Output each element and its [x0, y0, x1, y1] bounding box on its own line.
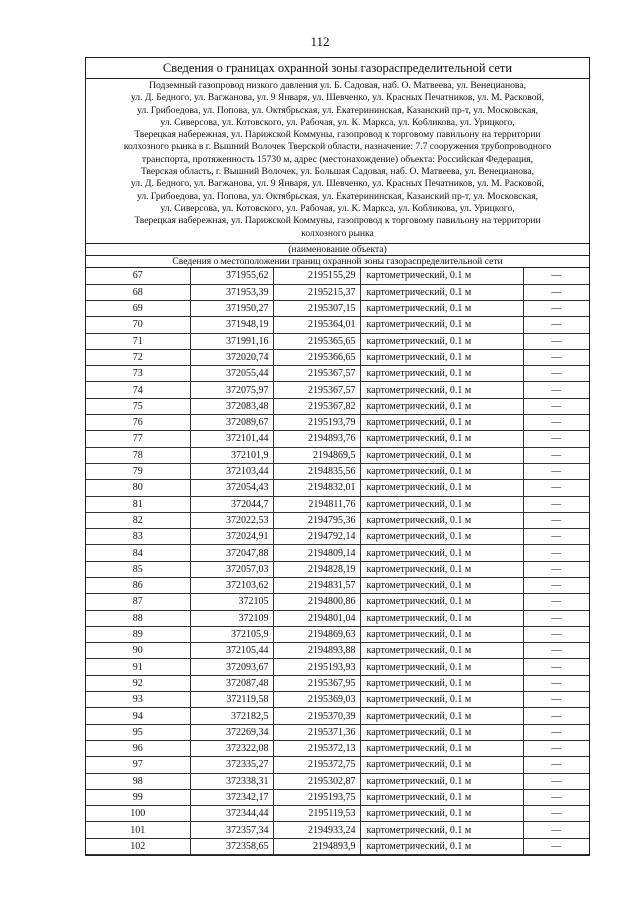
note-cell	[523, 659, 589, 675]
point-number-cell: 81	[86, 496, 190, 512]
note-cell	[523, 349, 589, 365]
table-row	[86, 659, 589, 675]
x-coordinate-cell: 372269,34	[190, 724, 273, 740]
y-coordinate-cell: 2195193,79	[273, 415, 360, 431]
note-dash: —	[551, 482, 562, 494]
table-row	[86, 724, 589, 740]
table-row	[86, 333, 589, 349]
x-coordinate-cell: 372093,67	[190, 659, 273, 675]
y-coordinate-cell: 2194893,88	[273, 643, 360, 659]
point-number-cell: 71	[86, 333, 190, 349]
note-dash: —	[551, 710, 562, 722]
y-coordinate-cell: 2195367,57	[273, 382, 360, 398]
note-dash: —	[551, 580, 562, 592]
point-number-cell: 100	[86, 806, 190, 822]
note-cell	[523, 431, 589, 447]
description-line: колхозного рынка в г. Вышний Волочек Тверской области, назначение: 7.7 сооружения трубопроводного	[123, 141, 552, 153]
y-coordinate-cell: 2195215,37	[273, 284, 360, 300]
note-dash: —	[551, 824, 562, 836]
note-cell	[523, 317, 589, 333]
accuracy-method-cell: картометрический, 0.1 м	[360, 757, 523, 773]
point-number-cell: 76	[86, 415, 190, 431]
note-dash: —	[551, 498, 562, 510]
note-cell	[523, 594, 589, 610]
accuracy-method-cell: картометрический, 0.1 м	[360, 773, 523, 789]
document-frame	[85, 57, 590, 856]
table-row	[86, 447, 589, 463]
note-dash: —	[551, 384, 562, 396]
accuracy-method-cell: картометрический, 0.1 м	[360, 512, 523, 528]
point-number-cell: 74	[86, 382, 190, 398]
note-dash: —	[551, 645, 562, 657]
description-line: ул. Д. Бедного, ул. Вагжанова, ул. 9 Января, ул. Шевченко, ул. Красных Печатников, ул. М. Расковой,	[130, 92, 545, 104]
note-cell	[523, 366, 589, 382]
description-line: Тверецкая набережная, ул. Парижской Коммуны, газопровод к торговому павильону на территории	[134, 129, 541, 141]
table-row	[86, 692, 589, 708]
table-row	[86, 773, 589, 789]
y-coordinate-cell: 2194832,01	[273, 480, 360, 496]
note-dash: —	[551, 433, 562, 445]
x-coordinate-cell: 372105	[190, 594, 273, 610]
table-row	[86, 496, 589, 512]
note-cell	[523, 724, 589, 740]
table-row	[86, 382, 589, 398]
object-description	[86, 79, 589, 240]
table-row	[86, 594, 589, 610]
note-cell	[523, 838, 589, 854]
note-cell	[523, 463, 589, 479]
point-number-cell: 68	[86, 284, 190, 300]
y-coordinate-cell: 2195364,01	[273, 317, 360, 333]
x-coordinate-cell: 372105,9	[190, 626, 273, 642]
x-coordinate-cell: 372342,17	[190, 789, 273, 805]
description-line: Тверецкая набережная, ул. Парижской Коммуны, газопровод к торговому павильону на территории	[134, 215, 541, 227]
accuracy-method-cell: картометрический, 0.1 м	[360, 594, 523, 610]
y-coordinate-cell: 2194792,14	[273, 529, 360, 545]
x-coordinate-cell: 372024,91	[190, 529, 273, 545]
point-number-cell: 70	[86, 317, 190, 333]
note-dash: —	[551, 270, 562, 282]
x-coordinate-cell: 371955,62	[190, 268, 273, 284]
page-number: 112	[310, 34, 330, 49]
note-dash: —	[551, 368, 562, 380]
description-line: ул. Сиверсова, ул. Котовского, ул. Рабочая, ул. К. Маркса, ул. Кобликова, ул. Урицкого,	[160, 202, 515, 214]
description-line: колхозного рынка	[301, 227, 374, 239]
y-coordinate-cell: 2195193,93	[273, 659, 360, 675]
x-coordinate-cell: 372335,27	[190, 757, 273, 773]
document-title: Сведения о границах охранной зоны газораспределительной сети	[86, 58, 589, 79]
accuracy-method-cell: картометрический, 0.1 м	[360, 447, 523, 463]
x-coordinate-cell: 372344,44	[190, 806, 273, 822]
x-coordinate-cell: 372109	[190, 610, 273, 626]
note-dash: —	[551, 775, 562, 787]
y-coordinate-cell: 2195365,65	[273, 333, 360, 349]
table-row	[86, 822, 589, 838]
accuracy-method-cell: картометрический, 0.1 м	[360, 496, 523, 512]
accuracy-method-cell: картометрический, 0.1 м	[360, 724, 523, 740]
note-cell	[523, 333, 589, 349]
y-coordinate-cell: 2194831,57	[273, 578, 360, 594]
point-number-cell: 85	[86, 561, 190, 577]
note-cell	[523, 447, 589, 463]
x-coordinate-cell: 371953,39	[190, 284, 273, 300]
y-coordinate-cell: 2194800,86	[273, 594, 360, 610]
note-cell	[523, 415, 589, 431]
point-number-cell: 87	[86, 594, 190, 610]
accuracy-method-cell: картометрический, 0.1 м	[360, 366, 523, 382]
note-cell	[523, 708, 589, 724]
x-coordinate-cell: 371948,19	[190, 317, 273, 333]
x-coordinate-cell: 372075,97	[190, 382, 273, 398]
x-coordinate-cell: 372055,44	[190, 366, 273, 382]
point-number-cell: 88	[86, 610, 190, 626]
note-cell	[523, 757, 589, 773]
note-dash: —	[551, 531, 562, 543]
accuracy-method-cell: картометрический, 0.1 м	[360, 740, 523, 756]
point-number-cell: 97	[86, 757, 190, 773]
y-coordinate-cell: 2195369,03	[273, 692, 360, 708]
accuracy-method-cell: картометрический, 0.1 м	[360, 268, 523, 284]
note-dash: —	[551, 629, 562, 641]
x-coordinate-cell: 372022,53	[190, 512, 273, 528]
x-coordinate-cell: 372105,44	[190, 643, 273, 659]
accuracy-method-cell: картометрический, 0.1 м	[360, 561, 523, 577]
accuracy-method-cell: картометрический, 0.1 м	[360, 398, 523, 414]
table-row	[86, 349, 589, 365]
note-dash: —	[551, 449, 562, 461]
table-row	[86, 626, 589, 642]
point-number-cell: 94	[86, 708, 190, 724]
accuracy-method-cell: картометрический, 0.1 м	[360, 284, 523, 300]
note-cell	[523, 789, 589, 805]
x-coordinate-cell: 372182,5	[190, 708, 273, 724]
point-number-cell: 96	[86, 740, 190, 756]
y-coordinate-cell: 2195367,82	[273, 398, 360, 414]
accuracy-method-cell: картометрический, 0.1 м	[360, 317, 523, 333]
y-coordinate-cell: 2195372,13	[273, 740, 360, 756]
x-coordinate-cell: 372054,43	[190, 480, 273, 496]
table-row	[86, 740, 589, 756]
point-number-cell: 77	[86, 431, 190, 447]
table-row	[86, 463, 589, 479]
note-dash: —	[551, 514, 562, 526]
note-dash: —	[551, 303, 562, 315]
accuracy-method-cell: картометрический, 0.1 м	[360, 692, 523, 708]
note-cell	[523, 773, 589, 789]
y-coordinate-cell: 2195367,95	[273, 675, 360, 691]
point-number-cell: 95	[86, 724, 190, 740]
note-dash: —	[551, 612, 562, 624]
point-number-cell: 80	[86, 480, 190, 496]
table-row	[86, 284, 589, 300]
point-number-cell: 98	[86, 773, 190, 789]
point-number-cell: 99	[86, 789, 190, 805]
description-line: ул. Грибоедова, ул. Попова, ул. Октябрьская, ул. Екатерининская, Казанский пр-т, ул. Московская,	[136, 190, 539, 202]
accuracy-method-cell: картометрический, 0.1 м	[360, 675, 523, 691]
point-number-cell: 86	[86, 578, 190, 594]
note-cell	[523, 561, 589, 577]
description-line: Тверская область, г. Вышний Волочек, ул. Большая Садовая, наб. О. Матвеева, ул. Венецианова,	[141, 166, 534, 178]
note-cell	[523, 806, 589, 822]
y-coordinate-cell: 2194811,76	[273, 496, 360, 512]
table-row	[86, 268, 589, 284]
table-row	[86, 789, 589, 805]
y-coordinate-cell: 2195366,65	[273, 349, 360, 365]
point-number-cell: 93	[86, 692, 190, 708]
y-coordinate-cell: 2194801,04	[273, 610, 360, 626]
point-number-cell: 101	[86, 822, 190, 838]
note-cell	[523, 480, 589, 496]
note-cell	[523, 626, 589, 642]
table-row	[86, 610, 589, 626]
x-coordinate-cell: 372057,03	[190, 561, 273, 577]
y-coordinate-cell: 2195370,39	[273, 708, 360, 724]
note-dash: —	[551, 759, 562, 771]
accuracy-method-cell: картометрический, 0.1 м	[360, 431, 523, 447]
description-line: ул. Д. Бедного, ул. Вагжанова, ул. 9 Января, ул. Шевченко, ул. Красных Печатников, ул. М. Расковой,	[130, 178, 545, 190]
table-row	[86, 415, 589, 431]
table-row	[86, 480, 589, 496]
accuracy-method-cell: картометрический, 0.1 м	[360, 300, 523, 316]
note-dash: —	[551, 840, 562, 852]
table-row	[86, 366, 589, 382]
accuracy-method-cell: картометрический, 0.1 м	[360, 415, 523, 431]
y-coordinate-cell: 2194869,5	[273, 447, 360, 463]
note-dash: —	[551, 319, 562, 331]
x-coordinate-cell: 372083,48	[190, 398, 273, 414]
y-coordinate-cell: 2195119,53	[273, 806, 360, 822]
note-dash: —	[551, 726, 562, 738]
y-coordinate-cell: 2194809,14	[273, 545, 360, 561]
accuracy-method-cell: картометрический, 0.1 м	[360, 382, 523, 398]
note-cell	[523, 398, 589, 414]
note-dash: —	[551, 547, 562, 559]
x-coordinate-cell: 372101,9	[190, 447, 273, 463]
note-cell	[523, 382, 589, 398]
point-number-cell: 89	[86, 626, 190, 642]
note-cell	[523, 740, 589, 756]
point-number-cell: 102	[86, 838, 190, 854]
note-dash: —	[551, 400, 562, 412]
x-coordinate-cell: 372119,58	[190, 692, 273, 708]
point-number-cell: 79	[86, 463, 190, 479]
accuracy-method-cell: картометрический, 0.1 м	[360, 626, 523, 642]
table-row	[86, 398, 589, 414]
table-row	[86, 545, 589, 561]
note-cell	[523, 300, 589, 316]
note-cell	[523, 578, 589, 594]
note-cell	[523, 529, 589, 545]
y-coordinate-cell: 2194795,36	[273, 512, 360, 528]
y-coordinate-cell: 2195371,36	[273, 724, 360, 740]
point-number-cell: 78	[86, 447, 190, 463]
accuracy-method-cell: картометрический, 0.1 м	[360, 708, 523, 724]
y-coordinate-cell: 2195155,29	[273, 268, 360, 284]
x-coordinate-cell: 372020,74	[190, 349, 273, 365]
x-coordinate-cell: 372087,48	[190, 675, 273, 691]
point-number-cell: 69	[86, 300, 190, 316]
accuracy-method-cell: картометрический, 0.1 м	[360, 463, 523, 479]
point-number-cell: 73	[86, 366, 190, 382]
note-dash: —	[551, 286, 562, 298]
accuracy-method-cell: картометрический, 0.1 м	[360, 610, 523, 626]
note-dash: —	[551, 661, 562, 673]
y-coordinate-cell: 2195307,15	[273, 300, 360, 316]
accuracy-method-cell: картометрический, 0.1 м	[360, 529, 523, 545]
table-row	[86, 512, 589, 528]
table-row	[86, 643, 589, 659]
note-cell	[523, 675, 589, 691]
note-dash: —	[551, 335, 562, 347]
accuracy-method-cell: картометрический, 0.1 м	[360, 806, 523, 822]
table-row	[86, 708, 589, 724]
note-cell	[523, 692, 589, 708]
note-dash: —	[551, 563, 562, 575]
note-dash: —	[551, 596, 562, 608]
note-dash: —	[551, 792, 562, 803]
note-cell	[523, 610, 589, 626]
y-coordinate-cell: 2194835,56	[273, 463, 360, 479]
x-coordinate-cell: 372044,7	[190, 496, 273, 512]
point-number-cell: 75	[86, 398, 190, 414]
point-number-cell: 84	[86, 545, 190, 561]
note-dash: —	[551, 417, 562, 429]
accuracy-method-cell: картометрический, 0.1 м	[360, 838, 523, 854]
note-dash: —	[551, 743, 562, 755]
x-coordinate-cell: 372101,44	[190, 431, 273, 447]
table-row	[86, 806, 589, 822]
x-coordinate-cell: 371950,27	[190, 300, 273, 316]
y-coordinate-cell: 2194828,19	[273, 561, 360, 577]
note-cell	[523, 643, 589, 659]
accuracy-method-cell: картометрический, 0.1 м	[360, 789, 523, 805]
description-line: ул. Грибоедова, ул. Попова, ул. Октябрьская, ул. Екатерининская, Казанский пр-т, ул. Московская,	[136, 104, 539, 116]
note-dash: —	[551, 351, 562, 363]
table-row	[86, 317, 589, 333]
point-number-cell: 83	[86, 529, 190, 545]
y-coordinate-cell: 2194893,76	[273, 431, 360, 447]
location-section-caption: Сведения о местоположении границ охранной зоны газораспределительной сети	[86, 256, 589, 268]
x-coordinate-cell: 372338,31	[190, 773, 273, 789]
table-row	[86, 757, 589, 773]
table-row	[86, 529, 589, 545]
y-coordinate-cell: 2195372,75	[273, 757, 360, 773]
point-number-cell: 91	[86, 659, 190, 675]
x-coordinate-cell: 372089,67	[190, 415, 273, 431]
table-row	[86, 561, 589, 577]
y-coordinate-cell: 2194893,9	[273, 838, 360, 854]
accuracy-method-cell: картометрический, 0.1 м	[360, 822, 523, 838]
y-coordinate-cell: 2194869,63	[273, 626, 360, 642]
object-name-caption: (наименование объекта)	[86, 243, 589, 256]
note-dash: —	[551, 677, 562, 689]
note-dash: —	[551, 808, 562, 820]
table-row	[86, 300, 589, 316]
description-line: транспорта, протяженность 15730 м, адрес (местонахождение) объекта: Российская Федерация,	[141, 153, 534, 165]
note-cell	[523, 284, 589, 300]
point-number-cell: 92	[86, 675, 190, 691]
point-number-cell: 72	[86, 349, 190, 365]
accuracy-method-cell: картометрический, 0.1 м	[360, 480, 523, 496]
accuracy-method-cell: картометрический, 0.1 м	[360, 349, 523, 365]
x-coordinate-cell: 372358,65	[190, 838, 273, 854]
note-cell	[523, 268, 589, 284]
note-cell	[523, 512, 589, 528]
accuracy-method-cell: картометрический, 0.1 м	[360, 643, 523, 659]
x-coordinate-cell: 372103,62	[190, 578, 273, 594]
note-cell	[523, 545, 589, 561]
accuracy-method-cell: картометрический, 0.1 м	[360, 545, 523, 561]
note-dash: —	[551, 466, 562, 478]
table-row	[86, 838, 589, 854]
point-number-cell: 90	[86, 643, 190, 659]
y-coordinate-cell: 2194933,24	[273, 822, 360, 838]
point-number-cell: 82	[86, 512, 190, 528]
x-coordinate-cell: 372357,34	[190, 822, 273, 838]
accuracy-method-cell: картометрический, 0.1 м	[360, 578, 523, 594]
table-row	[86, 578, 589, 594]
x-coordinate-cell: 371991,16	[190, 333, 273, 349]
x-coordinate-cell: 372103,44	[190, 463, 273, 479]
y-coordinate-cell: 2195193,75	[273, 789, 360, 805]
note-dash: —	[551, 694, 562, 706]
accuracy-method-cell: картометрический, 0.1 м	[360, 333, 523, 349]
x-coordinate-cell: 372322,08	[190, 740, 273, 756]
y-coordinate-cell: 2195367,57	[273, 366, 360, 382]
point-number-cell: 67	[86, 268, 190, 284]
table-row	[86, 675, 589, 691]
accuracy-method-cell: картометрический, 0.1 м	[360, 659, 523, 675]
x-coordinate-cell: 372047,88	[190, 545, 273, 561]
table-row	[86, 431, 589, 447]
description-line: Подземный газопровод низкого давления ул. Б. Садовая, наб. О. Матвеева, ул. Венецианова,	[149, 80, 526, 91]
coordinates-table	[86, 268, 589, 855]
note-cell	[523, 496, 589, 512]
description-line: ул. Сиверсова, ул. Котовского, ул. Рабочая, ул. К. Маркса, ул. Кобликова, ул. Урицкого,	[160, 116, 515, 128]
y-coordinate-cell: 2195302,87	[273, 773, 360, 789]
note-cell	[523, 822, 589, 838]
